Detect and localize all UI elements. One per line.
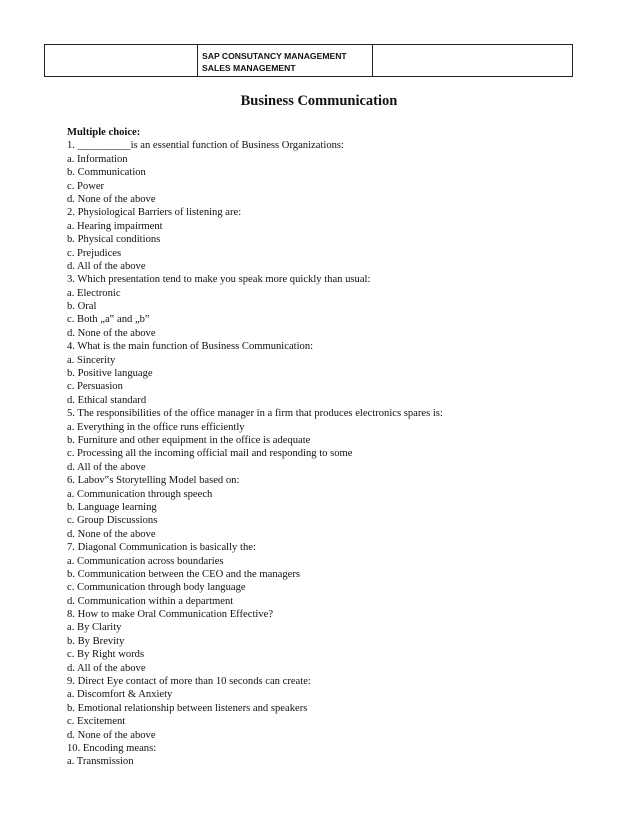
answer-option: c. Power: [67, 180, 105, 192]
answer-option: c. Prejudices: [67, 247, 122, 259]
answer-option: b. Language learning: [67, 501, 157, 513]
header-department: SALES MANAGEMENT: [202, 63, 296, 73]
header-table: [44, 44, 573, 77]
question-text: 6. Labov‟s Storytelling Model based on:: [67, 475, 240, 487]
document-title: Business Communication: [240, 93, 398, 109]
answer-option: d. None of the above: [67, 327, 156, 339]
section-heading: Multiple choice:: [67, 127, 141, 138]
answer-option: b. By Brevity: [67, 635, 125, 647]
answer-option: a. Hearing impairment: [67, 220, 163, 232]
answer-option: a. Information: [67, 153, 128, 165]
answer-option: a. Communication across boundaries: [67, 555, 224, 567]
answer-option: b. Communication: [67, 167, 146, 179]
question-text: 9. Direct Eye contact of more than 10 seconds can create:: [67, 676, 311, 688]
header-cell-left: [45, 45, 198, 77]
answer-option: c. Communication through body language: [67, 582, 246, 594]
question-text: 7. Diagonal Communication is basically the:: [67, 542, 256, 554]
answer-option: a. Transmission: [67, 756, 134, 768]
answer-option: c. Excitement: [67, 716, 126, 728]
answer-option: c. Processing all the incoming official mail and responding to some: [67, 448, 353, 460]
question-list: [67, 126, 587, 769]
header-cell-right: [373, 45, 573, 77]
answer-option: d. None of the above: [67, 193, 156, 205]
header-company-name: SAP CONSUTANCY MANAGEMENT: [202, 51, 347, 61]
question-text: 4. What is the main function of Business Communication:: [67, 341, 314, 353]
answer-option: b. Furniture and other equipment in the office is adequate: [67, 434, 311, 446]
answer-option: d. All of the above: [67, 461, 146, 473]
question-text: 8. How to make Oral Communication Effective?: [67, 609, 274, 621]
answer-option: b. Physical conditions: [67, 234, 161, 246]
answer-option: c. Group Discussions: [67, 515, 158, 527]
header-cell-middle: [198, 45, 373, 77]
answer-option: d. None of the above: [67, 729, 156, 741]
answer-option: b. Positive language: [67, 368, 153, 380]
question-text: 2. Physiological Barriers of listening are:: [67, 207, 242, 219]
answer-option: d. All of the above: [67, 662, 146, 674]
answer-option: d. All of the above: [67, 260, 146, 272]
answer-option: d. Ethical standard: [67, 394, 147, 406]
answer-option: a. Everything in the office runs efficiently: [67, 421, 245, 433]
answer-option: c. By Right words: [67, 649, 145, 661]
answer-option: d. None of the above: [67, 528, 156, 540]
answer-option: a. By Clarity: [67, 622, 122, 634]
answer-option: c. Persuasion: [67, 381, 123, 393]
question-lines: [67, 139, 587, 768]
answer-option: b. Oral: [67, 301, 97, 313]
answer-option: a. Communication through speech: [67, 488, 213, 500]
question-text: 10. Encoding means:: [67, 742, 157, 754]
answer-option: a. Sincerity: [67, 354, 116, 366]
answer-option: b. Emotional relationship between listeners and speakers: [67, 702, 308, 714]
answer-option: a. Electronic: [67, 287, 121, 299]
answer-option: c. Both „a‟ and „b‟: [67, 314, 150, 326]
answer-option: b. Communication between the CEO and the managers: [67, 568, 301, 580]
question-text: 5. The responsibilities of the office manager in a firm that produces electronics spares is:: [67, 408, 443, 420]
answer-option: d. Communication within a department: [67, 595, 234, 607]
question-text: 3. Which presentation tend to make you speak more quickly than usual:: [67, 274, 371, 286]
question-text: 1. __________is an essential function of Business Organizations:: [67, 140, 344, 152]
answer-option: a. Discomfort & Anxiety: [67, 689, 173, 701]
